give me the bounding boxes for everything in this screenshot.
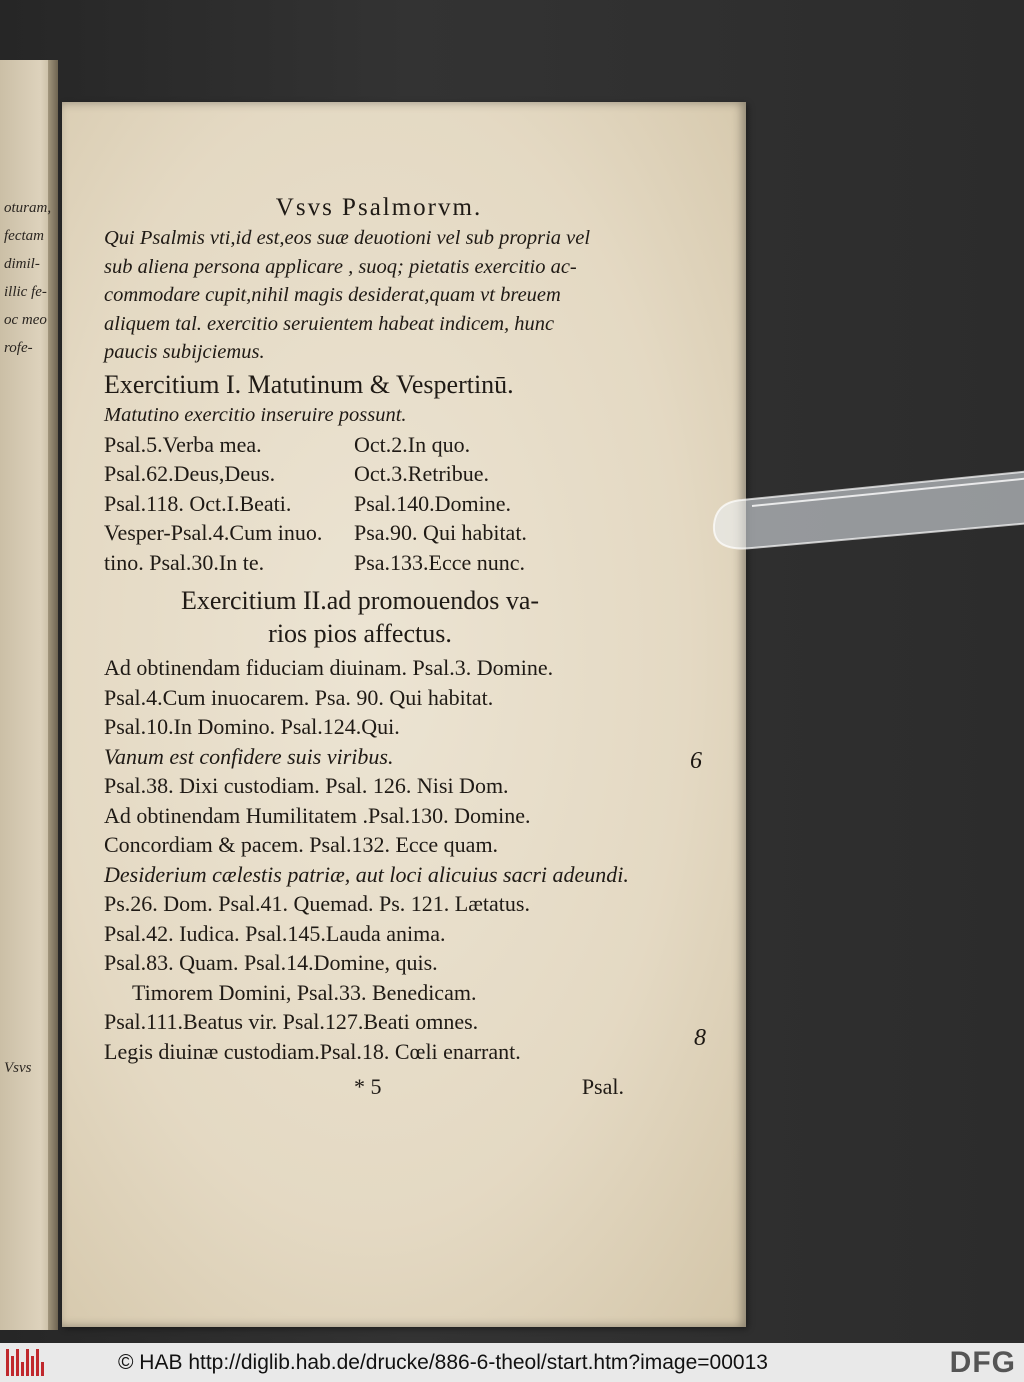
exercitium-2-heading: Exercitium II.ad promouendos va- [180, 586, 540, 615]
psalm-row [104, 430, 624, 460]
exercitium-1-subheading: Matutino exercitio inseruire possunt. [104, 403, 407, 426]
facing-page-fragment: oturam, [4, 200, 52, 216]
psalm-entry: Psal.140.Domine. [354, 490, 512, 516]
facing-page-fragment: rofe- [4, 340, 33, 356]
signature-mark: * 5 [354, 1074, 382, 1099]
facing-page-edge [0, 60, 58, 1330]
intro-line: commodare cupit,nihil magis desiderat,quam vt breuem [104, 284, 561, 306]
facing-page-fragment: dimil- [4, 256, 40, 272]
psalm-row [104, 489, 624, 519]
psalm-line: Psal.4.Cum inuocarem. Psa. 90. Qui habitat. [104, 684, 494, 710]
psalm-line: Psal.111.Beatus vir. Psal.127.Beati omnes. [104, 1009, 479, 1034]
psalm-entry: Oct.2.In quo. [354, 431, 471, 457]
psalm-line: Psal.38. Dixi custodiam. Psal. 126. Nisi Dom. [104, 773, 509, 798]
psalm-line: Legis diuinæ custodiam.Psal.18. Cœli enarrant. [104, 1038, 521, 1064]
margin-mark: 6 [690, 748, 702, 774]
psalm-entry: Oct.3.Retribue. [354, 461, 490, 486]
margin-mark: 8 [694, 1025, 706, 1051]
facing-page-fragment: illic fe- [4, 284, 47, 300]
exercitium-1-heading: Exercitium I. Matutinum & Vespertinū. [104, 369, 514, 399]
psalm-entry: Psal.5.Verba mea. [104, 431, 262, 457]
psalm-line: Psal.83. Quam. Psal.14.Domine, quis. [104, 950, 438, 975]
psalm-topic: Desiderium cælestis patriæ, aut loci alicuius sacri adeundi. [104, 861, 629, 887]
psalm-row [104, 518, 624, 548]
psalm-entry: Psa.133.Ecce nunc. [354, 549, 526, 575]
psalm-entry: Psal.118. Oct.I.Beati. [104, 490, 292, 516]
psalm-line: Ad obtinendam Humilitatem .Psal.130. Domine. [104, 802, 531, 828]
psalm-entry: Psa.90. Qui habitat. [354, 520, 527, 545]
psalm-line: Timorem Domini, Psal.33. Benedicam. [132, 979, 477, 1005]
intro-paragraph [104, 224, 624, 367]
copyright-url: © HAB http://diglib.hab.de/drucke/886-6-theol/start.htm?image=00013 [118, 1351, 768, 1374]
exercitium-2-heading: rios pios affectus. [268, 619, 452, 648]
psalm-entry: Vesper-Psal.4.Cum inuo. [104, 520, 323, 545]
intro-line: paucis subijciemus. [104, 341, 265, 363]
psalm-line: Ad obtinendam fiduciam diuinam. Psal.3. Domine. [104, 655, 554, 680]
intro-line: aliquem tal. exercitio seruientem habeat indicem, hunc [104, 312, 555, 335]
book-page [62, 102, 746, 1327]
facing-page-fragment: fectam [4, 228, 44, 244]
psalm-entry: tino. Psal.30.In te. [104, 549, 265, 575]
page-footer-line [104, 1074, 624, 1100]
facing-page-fragment: Vsvs [4, 1060, 32, 1076]
plexiglass-page-holder [712, 470, 1024, 580]
psalm-row [104, 548, 624, 578]
psalm-entry: Psal.62.Deus,Deus. [104, 461, 276, 486]
psalm-line: Concordiam & pacem. Psal.132. Ecce quam. [104, 832, 499, 857]
footer-bar [0, 1343, 1024, 1382]
psalm-line: Psal.42. Iudica. Psal.145.Lauda anima. [104, 920, 446, 946]
running-head: Vsvs Psalmorvm. [275, 194, 483, 221]
intro-line: sub aliena persona applicare , suoq; pietatis exercitio ac- [104, 255, 577, 278]
psalm-line: Ps.26. Dom. Psal.41. Quemad. Ps. 121. Lætatus. [104, 891, 530, 916]
psalm-line: Psal.10.In Domino. Psal.124.Qui. [104, 714, 400, 739]
facing-page-fore-edge [48, 60, 58, 1330]
intro-line: Qui Psalmis vti,id est,eos suæ deuotioni vel sub propria vel [104, 227, 591, 249]
exercitium-2-list [104, 653, 629, 1066]
psalm-row [104, 459, 624, 489]
catchword: Psal. [581, 1074, 624, 1099]
psalm-topic: Vanum est confidere suis viribus. [104, 743, 394, 769]
page-text [104, 194, 629, 1100]
dfg-logo: DFG [949, 1346, 1016, 1379]
hab-logo-icon [6, 1349, 46, 1376]
facing-page-fragment: oc meo [4, 312, 47, 328]
